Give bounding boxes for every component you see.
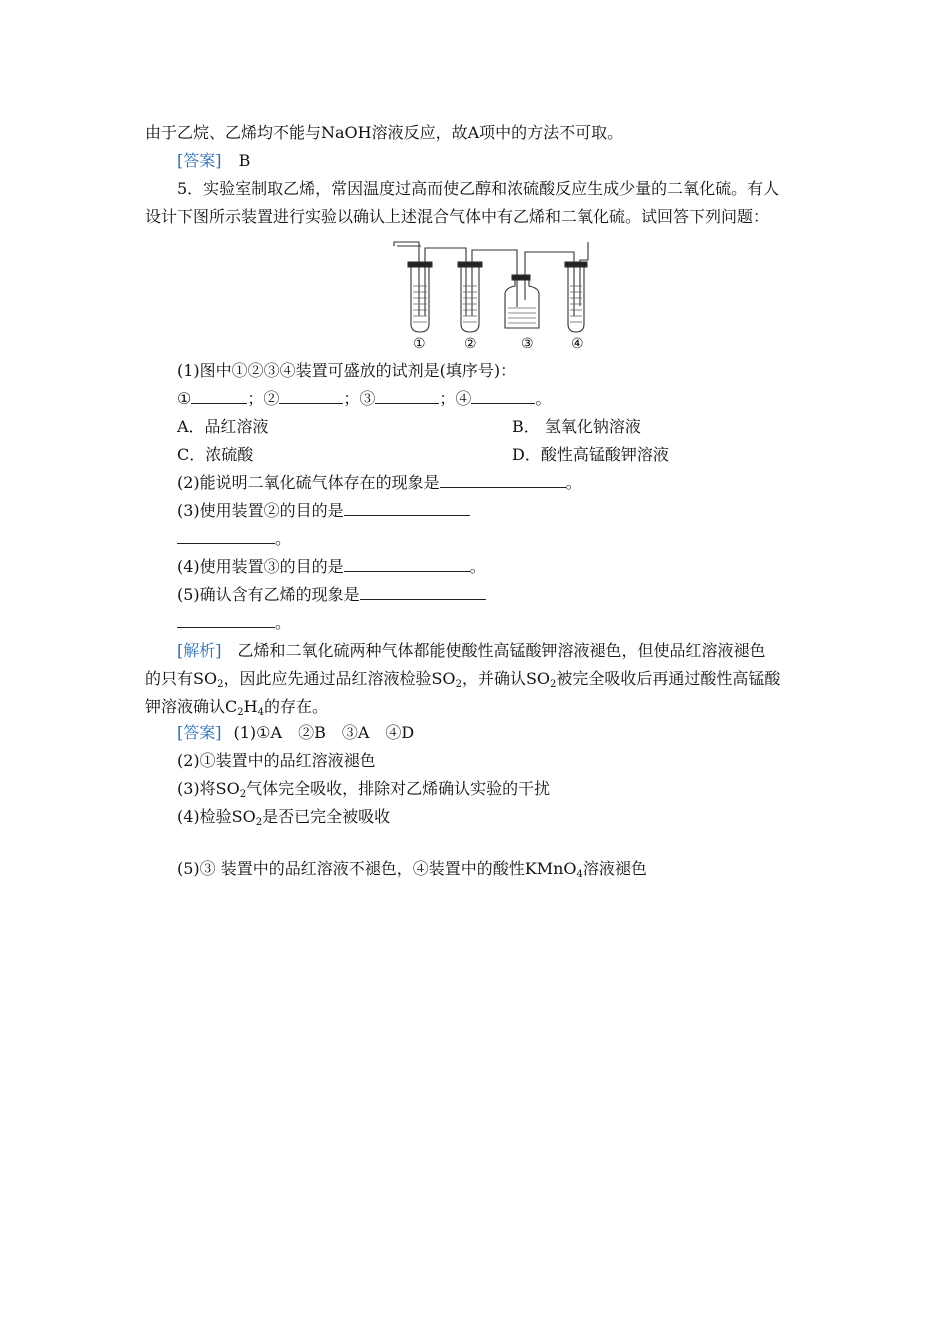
figure-label-3: ③ (521, 336, 534, 352)
analysis-line-3: 钾溶液确认$C_2H_4$的存在。 (145, 697, 328, 718)
answer-blank-2[interactable] (279, 389, 343, 404)
figure-label-2: ② (464, 336, 477, 352)
question-5: (5)确认含有乙烯的现象是 (177, 585, 486, 605)
option-a: A．品红溶液 (177, 417, 269, 436)
answer-tag-2: [答案] (177, 723, 222, 742)
option-b: B． 氢氧化钠溶液 (512, 417, 641, 436)
question-1: (1)图中①②③④装置可盛放的试剂是(填序号)： (177, 361, 517, 380)
analysis-tag: [解析] (177, 641, 222, 660)
test-tube-1 (408, 262, 432, 332)
gas-washing-bottle-3 (505, 275, 539, 328)
answer-line-5: (5)③ 装置中的品红溶液不褪色，④装置中的酸性KMnO$_4$溶液褪色 (177, 859, 647, 880)
analysis-line-2: 的只有$SO_2$，因此应先通过品红溶液检验$SO_2$，并确认$SO_2$被完全吸收后再通过酸性高锰酸 (145, 669, 781, 690)
question-5-cont: 。 (177, 613, 291, 633)
intro-line: 由于乙烷、乙烯均不能与NaOH溶液反应，故A项中的方法不可取。 (145, 123, 624, 142)
previous-answer (177, 151, 250, 171)
option-d: D．酸性高锰酸钾溶液 (512, 445, 669, 464)
answer-value: B (238, 151, 251, 170)
question-line-2: 设计下图所示装置进行实验以确认上述混合气体中有乙烯和二氧化硫。试回答下列问题： (145, 207, 770, 226)
question-2: (2)能说明二氧化硫气体存在的现象是 。 (177, 473, 582, 492)
answer-blank-4[interactable] (471, 389, 535, 404)
answer-blank-q3[interactable] (344, 501, 470, 516)
answer-blank-q5-cont[interactable] (177, 613, 275, 628)
figure-label-4: ④ (571, 336, 584, 352)
answer-line-1: [答案] (1)①A ②B ③A ④D (177, 723, 415, 742)
answer-blank-q2[interactable] (440, 473, 566, 488)
answer-line-3: (3)将$SO_2$气体完全吸收，排除对乙烯确认实验的干扰 (177, 779, 551, 800)
answer-line-2: (2)①装置中的品红溶液褪色 (177, 751, 376, 770)
figure-label-1: ① (413, 336, 426, 352)
test-tube-2 (458, 262, 482, 332)
answer-blank-3[interactable] (375, 389, 439, 404)
question-3-cont: 。 (177, 529, 291, 549)
option-c: C．浓硫酸 (177, 445, 254, 464)
answer-blank-q3-cont[interactable] (177, 529, 275, 544)
answer-blank-1[interactable] (191, 389, 247, 404)
question-line-1: 5．实验室制取乙烯，常因温度过高而使乙醇和浓硫酸反应生成少量的二氧化硫。有人 (177, 179, 780, 198)
analysis-line-1: [解析] 乙烯和二氧化硫两种气体都能使酸性高锰酸钾溶液褪色，但使品红溶液褪色 (177, 641, 766, 660)
question-3: (3)使用装置②的目的是 (177, 501, 470, 521)
question-4: (4)使用装置③的目的是 。 (177, 557, 486, 576)
question-1-blanks: ① ；② ；③ ；④ 。 (177, 389, 552, 408)
answer-blank-q4[interactable] (344, 557, 470, 572)
test-tube-4 (565, 262, 587, 332)
answer-blank-q5[interactable] (360, 585, 486, 600)
answer-tag: [答案] (177, 151, 222, 170)
answer-line-4: (4)检验$SO_2$是否已完全被吸收 (177, 807, 391, 828)
